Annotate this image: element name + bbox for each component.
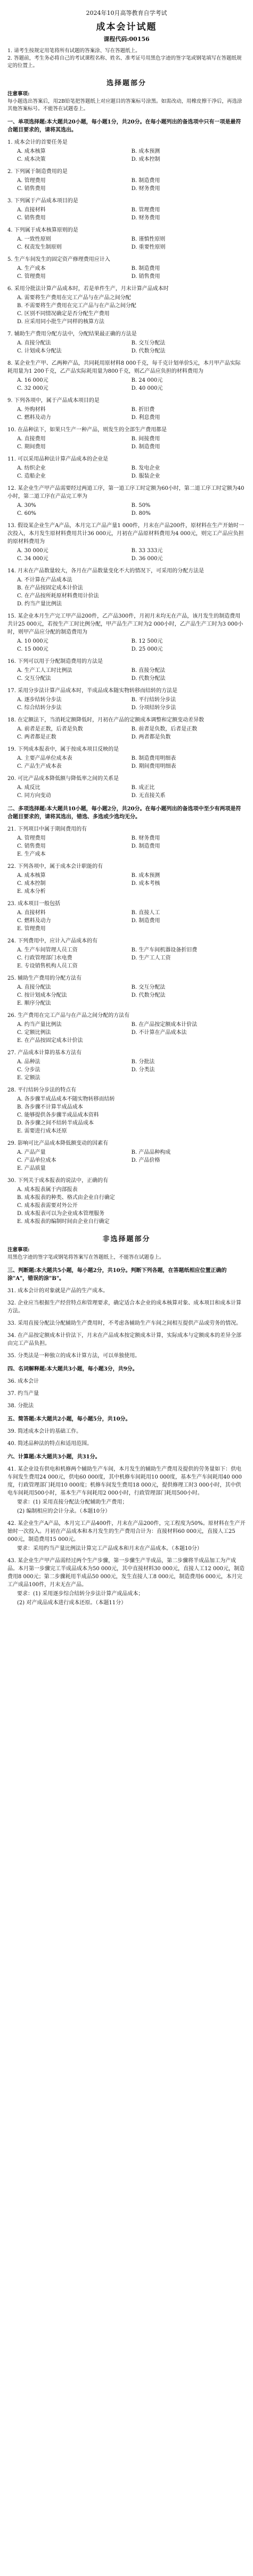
answer-option: C. 在产品按所耗原材料费用计价法 — [17, 593, 99, 599]
answer-option: A. 管理费用 — [17, 835, 46, 841]
answer-option: C. 分步法 — [17, 1067, 40, 1073]
answer-option: A. 品种法 — [17, 1059, 40, 1065]
general-notes — [7, 47, 246, 70]
attention-text: 每小题选出答案后，用2B铅笔把答题纸上对应题目的答案标号涂黑。如需改动，用橡皮擦干净后，再选涂其他答案标号。不能答在试题卷上。 — [7, 99, 242, 112]
answer-option: E. 成本分析 — [17, 889, 46, 895]
answer-option: C. 成本决策 — [17, 157, 46, 162]
answer-option: B. 50% — [131, 503, 151, 508]
answer-option: B. 直接人工 — [131, 910, 160, 916]
calculation-requirement: 要求：(1) 采用逐步综合结转分步法计算产成品成本； — [17, 1591, 144, 1597]
answer-option: C. 定额比例法 — [17, 1030, 51, 1036]
option-group — [7, 339, 246, 355]
question-stem: 22. 下列各项中，属于成本会计职能的有 — [7, 864, 103, 869]
answer-option: B. 各步骤不计算半成品成本 — [17, 1104, 83, 1110]
short-answer-list — [7, 1428, 246, 1448]
answer-option: D. 代数分配法 — [131, 676, 166, 682]
option-group — [7, 1021, 246, 1045]
question-stem: 24. 下列费用中，应计入产品成本的有 — [7, 938, 98, 944]
answer-option: B. 分批法 — [131, 1059, 155, 1065]
question-stem: 20. 可比产品成本降低额与降低率之间的关系是 — [7, 776, 119, 782]
calculation-list — [7, 1465, 246, 1607]
answer-option: A. 成本核算 — [17, 149, 46, 154]
answer-option: D. 期间费用明细表 — [131, 764, 176, 769]
answer-option: C. 产品单位成本 — [17, 1158, 56, 1163]
section-heading: 四、名词解释题:本大题共3小题，每小题3分，共9分。 — [7, 1366, 138, 1372]
answer-option: C. 32 000元 — [17, 385, 48, 391]
question-stem: 19. 下列成本报表中，属于按成本项目反映的是 — [7, 746, 119, 752]
answer-option: B. 制造费用明细表 — [131, 756, 176, 761]
answer-option: E. 顺序分配法 — [17, 1000, 51, 1006]
question-stem: 13. 假设某企业生产A产品，本月完工产品产量1 000件，月末在产品200件，原材料在生产开始时一次投入，本月发生原材料费用共计36 000元，月初在产品原材料费用为4 000元，则完工产品应负担的原材料费用为 — [7, 523, 244, 545]
calculation-stem: 41. 某企业设有供电和机修两个辅助生产车间，本月发生的辅助生产费用及提供的劳务量如下：供电车间发生费用24 000元，供电60 000度，其中机修车间耗用10 000度，基本生产车间耗用40 000度，行政管理部门耗用10 000度；机修车间发生费用18 000元，提供修理工时3 000小时，其中供电车间耗用500小时，基本生产车间耗用2 000小时，行政管理部门耗用500小时。 — [7, 1466, 242, 1496]
answer-option: A. 管理费用 — [17, 178, 46, 184]
answer-option: C. 成本控制 — [17, 881, 46, 887]
answer-option: D. 80% — [131, 511, 151, 516]
answer-option: C. 权责发生制原则 — [17, 244, 62, 250]
question-stem: 23. 成本项目一般包括 — [7, 901, 61, 907]
term-item: 38. 分批法 — [7, 1403, 34, 1409]
answer-option: B. 产品品种构成 — [131, 1150, 171, 1155]
answer-option: A. 主要产品单位成本表 — [17, 756, 72, 761]
section-heading: 六、计算题:本大题共3小题，共31分。 — [7, 1454, 101, 1460]
answer-option: A. 生产成本 — [17, 266, 46, 272]
option-group — [7, 1058, 246, 1082]
answer-option: D. 制造费用 — [131, 918, 160, 924]
calculation-stem: 42. 某企业生产A产品，本月完工产品400件，月末在产品200件，完工程度为50%。原材料在生产开始时一次投入。月初在产品成本和本月发生的生产费用合计为：直接材料60 000元，直接人工25 000元，制造费用15 000元。 — [7, 1521, 246, 1543]
answer-option: D. 成本报表可以为企业成本管理服务 — [17, 1211, 105, 1217]
answer-option: A. 生产工人工时比例法 — [17, 668, 72, 674]
answer-option: B. 12 500元 — [131, 638, 163, 644]
option-group — [7, 435, 246, 451]
option-group — [7, 206, 246, 222]
part-title: 选择题部分 — [106, 79, 146, 87]
judge-item: 31. 成本会计的对象就是产品的生产成本。 — [7, 1288, 109, 1294]
option-group — [7, 464, 246, 480]
answer-option: D. 利息费用 — [131, 415, 160, 421]
answer-option: B. 直接分配法 — [131, 668, 166, 674]
option-group — [7, 909, 246, 933]
question-stem: 25. 辅助生产费用的分配方法有 — [7, 975, 82, 981]
question-stem: 30. 下列关于成本报表的说法中，正确的有 — [7, 1178, 109, 1184]
answer-option: C. 交互分配法 — [17, 676, 51, 682]
answer-option: B. 成本预测 — [131, 873, 160, 879]
question-stem: 17. 采用分步法计算产品成本时，半成品成本随实物转移而结转的方法是 — [7, 688, 178, 694]
judge-item: 34. 在产品按定额成本计价法下，月末在产品成本按定额成本计算，实际成本与定额成本的差异全部由完工产品负担。 — [7, 1333, 242, 1347]
exam-header: 2024年10月高等教育自学考试 — [86, 10, 167, 17]
answer-option: C. 区别不同情况确定是否分配生产费用 — [17, 311, 110, 317]
answer-option: A. 成本核算 — [17, 873, 46, 879]
answer-option: D. 不计算在产品成本法 — [131, 1030, 187, 1036]
option-group — [7, 872, 246, 896]
option-group — [7, 294, 246, 326]
section-heading: 五、简答题:本大题共2小题，每小题5分，共10分。 — [7, 1416, 131, 1422]
option-group — [7, 946, 246, 970]
answer-option: C. 造船企业 — [17, 473, 46, 479]
option-group — [7, 406, 246, 422]
answer-option: D. 服装企业 — [131, 473, 160, 479]
question-stem: 18. 在定额法下，当消耗定额降低时，月初在产品的定额成本调整和定额变动差异数 — [7, 717, 205, 723]
section-heading: 三、判断题:本大题共5小题，每小题2分，共10分。判断下列各题，在答题纸相应位置正确的涂"A"，错误的涂"B"。 — [7, 1268, 227, 1282]
calculation-requirement: 要求：(1) 采用直接分配法分配辅助生产费用； — [17, 1499, 128, 1505]
course-code: 课程代码:00156 — [103, 36, 150, 43]
single-choice-list — [7, 138, 246, 800]
answer-option: B. 生产车间机器设备折旧费 — [131, 947, 198, 953]
answer-option: A. 直接分配法 — [17, 985, 51, 990]
answer-option: D. 40 000元 — [131, 385, 163, 391]
option-group — [7, 725, 246, 741]
answer-option: B. 发电企业 — [131, 465, 160, 471]
answer-option: A. 外购材料 — [17, 407, 46, 413]
term-list — [7, 1377, 246, 1410]
question-stem: 15. 某企业本月生产完工甲产品200件，乙产品300件，月初月末均无在产品，该月发生的制造费用共计25 000元，若按生产工时比例分配，甲产品生产工时为2 000小时，乙产品生产工时为3 000小时，则甲产品应分配的制造费用为 — [7, 613, 243, 635]
answer-option: D. 应采用同小批生产同样的核算方法 — [17, 319, 105, 325]
answer-option: B. 成正比 — [131, 785, 155, 791]
answer-option: A. 不计算在产品成本法 — [17, 577, 72, 583]
answer-option: C. 按计划成本分配法 — [17, 992, 67, 998]
question-stem: 6. 采用分批法计算产品成本时，若是单件生产，月末计算产品成本时 — [7, 286, 169, 292]
answer-option: A. 前者是正数，后者是负数 — [17, 726, 83, 732]
judge-list — [7, 1287, 246, 1360]
option-group — [7, 576, 246, 608]
answer-option: B. 间接费用 — [131, 436, 160, 442]
question-stem: 4. 下列属于成本核算原则的是 — [7, 227, 78, 233]
question-stem: 10. 在品种法下，如果只生产一种产品，则发生的全部生产费用都是 — [7, 427, 167, 433]
answer-option: D. 代数分配法 — [131, 992, 166, 998]
part-attention — [7, 91, 246, 113]
answer-option: B. 成本报表的种类、格式由企业自行确定 — [17, 1195, 115, 1201]
answer-option: C. 销售费用 — [17, 186, 46, 192]
option-group — [7, 547, 246, 563]
question-stem: 29. 影响可比产品成本降低额变动的因素有 — [7, 1141, 109, 1146]
answer-option: D. 生产工人工资 — [131, 955, 171, 961]
judge-item: 33. 采用直接分配法分配辅助生产费用时，不考虑各辅助生产车间之间相互提供产品或劳务的情况。 — [7, 1320, 242, 1326]
question-stem: 12. 某企业生产甲产品需要经过两道工序，第一道工序工时定额为60小时，第二道工序工时定额为40小时，第二道工序在产品完工率为 — [7, 486, 244, 499]
judge-item: 32. 企业应当根据生产经营特点和管理要求，确定适合本企业的成本核算对象、成本项目和成本计算方法。 — [7, 1300, 242, 1314]
answer-option: C. 综合结转分步法 — [17, 705, 62, 711]
option-group — [7, 834, 246, 858]
answer-option: D. 各步骤之间不结转半成品成本 — [17, 1120, 94, 1126]
answer-option: A. 直接分配法 — [17, 340, 51, 346]
answer-option: E. 需要进行成本还原 — [17, 1128, 67, 1134]
answer-option: D. 分类法 — [131, 1067, 155, 1073]
answer-option: B. 交互分配法 — [131, 985, 166, 990]
answer-option: D. 成本控制 — [131, 157, 160, 162]
answer-option: B. 制造费用 — [131, 178, 160, 184]
answer-option: C. 管理费用 — [17, 274, 46, 280]
answer-option: A. 16 000元 — [17, 378, 48, 383]
answer-option: D. 财务费用 — [131, 215, 160, 221]
answer-option: A. 各步骤半成品成本不随实物转移而结转 — [17, 1096, 115, 1102]
answer-option: A. 10 000元 — [17, 638, 48, 644]
option-group — [7, 265, 246, 281]
answer-option: D. 制造费用 — [131, 843, 160, 849]
short-answer-item: 39. 简述成本会计的基础工作。 — [7, 1429, 82, 1434]
answer-option: D. 约当产量比例法 — [17, 601, 62, 607]
answer-option: E. 在产品按固定成本计价法 — [17, 1038, 83, 1044]
question-stem: 14. 月末在产品数量较大，各月在产品数量变化不大的情况下，可采用的分配方法是 — [7, 568, 205, 574]
option-group — [7, 784, 246, 800]
answer-option: C. 60% — [17, 511, 36, 516]
answer-option: C. 销售费用 — [17, 215, 46, 221]
answer-option: A. 30% — [17, 503, 36, 508]
answer-option: A. 直接费用 — [17, 436, 46, 442]
option-group — [7, 502, 246, 518]
answer-option: A. 一致性原则 — [17, 236, 51, 242]
question-stem: 16. 下列可以用于分配制造费用的方法是 — [7, 659, 103, 664]
term-item: 36. 成本会计 — [7, 1379, 39, 1384]
answer-option: A. 成反比 — [17, 785, 40, 791]
answer-option: D. 产品价格 — [131, 1158, 160, 1163]
note-item: 1. 请考生按规定用笔将所有试题的答案涂、写在答题纸上。 — [7, 48, 141, 54]
answer-option: B. 不需要将生产费用在完工产品与在产品之间分配 — [17, 303, 136, 309]
answer-option: D. 财务费用 — [131, 186, 160, 192]
calculation-requirement: (2) 对产成品成本进行成本还原。（本题11分） — [17, 1600, 127, 1606]
answer-option: D. 无直接关系 — [131, 793, 166, 799]
answer-option: C. 销售费用 — [17, 843, 46, 849]
answer-option: A. 需要将生产费用在完工产品与在产品之间分配 — [17, 295, 131, 301]
multi-choice-list — [7, 825, 246, 1226]
answer-option: B. 制造费用 — [131, 266, 160, 272]
part-attention — [7, 1246, 246, 1261]
question-stem: 21. 下列项目中属于期间费用的有 — [7, 826, 87, 832]
answer-option: B. 财务费用 — [131, 835, 160, 841]
answer-option: B. 24 000元 — [131, 378, 163, 383]
answer-option: B. 交互分配法 — [131, 340, 166, 346]
answer-option: D. 制造费用 — [131, 444, 160, 450]
part-title: 非选择题部分 — [102, 1235, 151, 1243]
option-group — [7, 754, 246, 770]
calculation-requirement: 要求：采用约当产量比例法计算完工产品成本和月末在产品成本。（本题10分） — [17, 1546, 202, 1552]
answer-option: A. 逐步结转分步法 — [17, 697, 62, 703]
answer-option: C. 成本报表需要对外公开 — [17, 1203, 78, 1209]
answer-option: A. 成本报表属于内部报表 — [17, 1187, 78, 1193]
question-stem: 11. 可以采用品种法计算产品成本的企业是 — [7, 456, 109, 462]
answer-option: A. 直接材料 — [17, 207, 46, 213]
answer-option: B. 前者是负数，后者是正数 — [131, 726, 198, 732]
answer-option: C. 行政管理部门水电费 — [17, 955, 72, 961]
option-group — [7, 983, 246, 1007]
answer-option: B. 管理费用 — [131, 207, 160, 213]
answer-option: A. 纺织企业 — [17, 465, 46, 471]
option-group — [7, 177, 246, 193]
option-group — [7, 1186, 246, 1226]
question-stem: 8. 某企业生产甲、乙两种产品，共同耗用原材料8 000千克，每千克计划单价5元，本月甲产品实际耗用量为1 200千克，乙产品实际耗用量为800千克，则乙产品应负担的材料费用为 — [7, 360, 241, 374]
answer-option: B. 在产品按定额成本计价法 — [131, 1022, 198, 1028]
question-stem: 3. 下列属于产品成本项目的是 — [7, 198, 78, 204]
answer-option: E. 定额法 — [17, 1075, 40, 1081]
question-stem: 7. 辅助生产费用分配方法中，分配结果最正确的方法是 — [7, 331, 137, 337]
answer-option: A. 30 000元 — [17, 548, 48, 554]
answer-option: B. 折旧费 — [131, 407, 155, 413]
option-group — [7, 667, 246, 683]
answer-option: C. 34 000元 — [17, 556, 48, 562]
answer-option: D. 两者都是负数 — [131, 734, 171, 740]
judge-item: 35. 分类法是一种独立的成本计算方法，可以单独使用。 — [7, 1353, 141, 1359]
answer-option: E. 生产成本 — [17, 851, 46, 857]
answer-option: C. 计划成本分配法 — [17, 348, 62, 354]
calculation-requirement: (2) 编制相应的会计分录。（本题10分） — [17, 1508, 111, 1514]
note-item: 2. 答题前，考生务必将自己的考试课程名称、姓名、准考证号用黑色字迹的签字笔或钢笔填写在答题纸规定的位置上。 — [7, 55, 242, 69]
answer-option: D. 代数分配法 — [131, 348, 166, 354]
answer-option: C. 同方向变动 — [17, 793, 51, 799]
answer-option: C. 能够提供各步骤半成品成本资料 — [17, 1112, 99, 1118]
section-heading: 一、单项选择题:本大题共20小题，每小题1分，共20分。在每小题列出的备选项中只有一项是最符合题目要求的，请将其选出。 — [7, 119, 241, 133]
answer-option: E. 成本报表的编制时间由企业自行确定 — [17, 1219, 110, 1225]
answer-option: E. 产品质量 — [17, 1166, 46, 1171]
attention-label: 注意事项: — [7, 91, 30, 97]
option-group — [7, 637, 246, 653]
answer-option: D. 25 000元 — [131, 646, 163, 652]
answer-option: A. 产品产量 — [17, 1150, 46, 1155]
answer-option: B. 平行结转分步法 — [131, 697, 176, 703]
term-item: 37. 约当产量 — [7, 1391, 39, 1397]
answer-option: D. 重要性原则 — [131, 244, 166, 250]
option-group — [7, 235, 246, 251]
answer-option: C. 燃料及动力 — [17, 415, 51, 421]
answer-option: B. 在产品按固定成本计价法 — [17, 585, 83, 591]
attention-text: 用黑色字迹的签字笔或钢笔将答案写在答题纸上，不能答在试题卷上。 — [7, 1254, 165, 1260]
section-heading: 二、多项选择题:本大题共10小题，每小题2分，共20分。在每小题列出的备选项中至少有两项是符合题目要求的，请将其选出，错选、多选或少选均无分。 — [7, 806, 241, 820]
answer-option: A. 生产车间管理人员工资 — [17, 947, 78, 953]
attention-label: 注意事项: — [7, 1247, 30, 1253]
exam-title: 成本会计试题 — [96, 22, 157, 32]
answer-option: C. 产品生产成本表 — [17, 764, 62, 769]
answer-option: B. 33 333元 — [131, 548, 163, 554]
option-group — [7, 1148, 246, 1172]
answer-option: C. 15 000元 — [17, 646, 48, 652]
question-stem: 26. 生产费用在完工产品与在产品之间分配的方法有 — [7, 1013, 130, 1019]
answer-option: A. 直接材料 — [17, 910, 46, 916]
answer-option: E. 专设销售机构人员工资 — [17, 963, 78, 969]
question-stem: 9. 下列各项中，属于产品成本项目的是 — [7, 398, 100, 404]
option-group — [7, 376, 246, 392]
question-stem: 5. 生产车间发生的固定资产修理费用应计入 — [7, 257, 110, 262]
answer-option: A. 约当产量比例法 — [17, 1022, 62, 1028]
short-answer-item: 40. 简述品种法的特点和适用范围。 — [7, 1441, 93, 1447]
question-stem: 1. 成本会计的首要任务是 — [7, 140, 68, 145]
calculation-stem: 43. 某企业生产甲产品需经过两个生产步骤，第一步骤生产半成品，第二步骤将半成品加工为产成品。本月第一步骤完工半成品成本为50 000元，其中直接材料30 000元，直接人工12 000元，制造费用8 000元；第二步骤耗用半成品50 000元，发生直接人工8 000元，制造费用6 000元，本月完工产成品100件，月末无在产品。 — [7, 1558, 244, 1588]
option-group — [7, 1095, 246, 1135]
question-stem: 2. 下列属于制造费用的是 — [7, 169, 68, 175]
answer-option: C. 期间费用 — [17, 444, 46, 450]
option-group — [7, 147, 246, 163]
option-group — [7, 696, 246, 712]
answer-option: D. 销售费用 — [131, 274, 160, 280]
answer-option: D. 分项结转分步法 — [131, 705, 176, 711]
question-stem: 28. 平行结转分步法的特点有 — [7, 1087, 77, 1093]
answer-option: D. 成本考核 — [131, 881, 160, 887]
answer-option: E. 管理费用 — [17, 926, 46, 932]
answer-option: B. 成本预测 — [131, 149, 160, 154]
answer-option: C. 燃料及动力 — [17, 918, 51, 924]
question-stem: 27. 产品成本计算的基本方法有 — [7, 1050, 82, 1056]
answer-option: B. 谨慎性原则 — [131, 236, 166, 242]
answer-option: C. 两者都是正数 — [17, 734, 56, 740]
answer-option: D. 36 000元 — [131, 556, 163, 562]
